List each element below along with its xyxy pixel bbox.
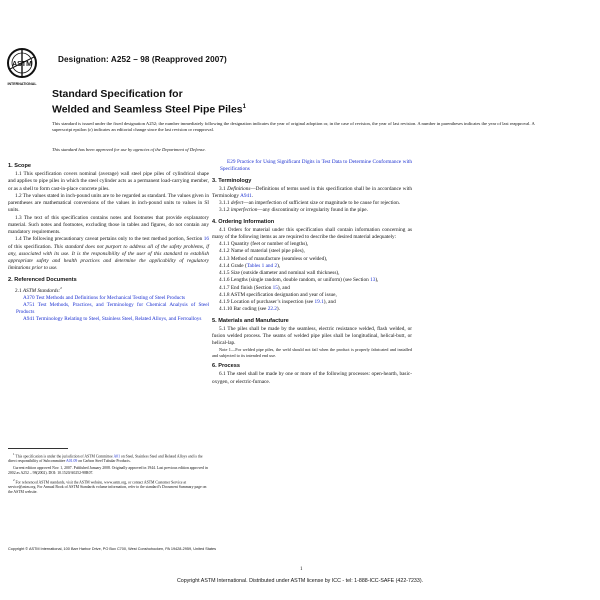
ref-code[interactable]: A370 xyxy=(23,294,35,301)
document-title xyxy=(52,88,452,116)
section-22-2-link[interactable]: 22.2 xyxy=(267,306,277,313)
ref-code[interactable]: A941 xyxy=(23,316,35,323)
footnote-2: $^2$ For referenced ASTM standards, visit the ASTM website, www.astm.org, or contact ASTM Customer Service at service@astm.org. For Annual Book of ASTM Standards volume information, refer to the standard’s Document Summary page on the ASTM website. xyxy=(8,477,207,495)
ref-title[interactable]: Practice for Using Significant Digits in Test Data to Determine Conformance with Specifications xyxy=(220,159,412,173)
process-heading: 6. Process xyxy=(212,363,240,370)
o416-text: 4.1.6 Lengths (single random, double random, or uniform) (see Section xyxy=(219,277,371,284)
ref-code[interactable]: E29 xyxy=(227,159,236,165)
left-column xyxy=(8,159,209,324)
o4110-end: ). xyxy=(276,306,280,313)
section-13-link[interactable]: 13 xyxy=(370,277,376,284)
committee-a01-link[interactable]: A01 xyxy=(113,454,120,459)
o417-text: 4.1.7 End finish (Section xyxy=(219,284,273,291)
title-footnote-mark: 1 xyxy=(242,103,246,110)
ordering-4-1-8: 4.1.8 ASTM specification designation and year of issue, xyxy=(219,291,337,298)
footnotes xyxy=(8,452,209,497)
tables-link[interactable]: Tables 1 and 2 xyxy=(246,262,278,269)
terminology-heading: 3. Terminology xyxy=(212,177,252,184)
scope-heading: 1. Scope xyxy=(8,163,32,169)
t312-term: imperfection xyxy=(230,207,258,214)
terminology-3-1-2 xyxy=(212,207,412,214)
ordering-4-1-4 xyxy=(212,263,412,270)
page-number: 1 xyxy=(300,567,303,572)
section-19-1-link[interactable]: 19.1 xyxy=(314,299,324,305)
scope-1-2: 1.2 The values stated in inch-pound units are to be regarded as standard. The values given in parentheses are mathematical conversions of the values in inch-pound units to values in SI units. xyxy=(8,192,210,214)
o419-end: ), and xyxy=(323,299,336,305)
o417-end: ), and xyxy=(277,284,290,291)
o416-end: ), xyxy=(375,277,379,284)
ref-title[interactable]: Test Methods, Practices, and Terminology for Chemical Analysis of Steel Products xyxy=(16,301,210,315)
astm-logo-icon xyxy=(6,47,38,89)
astm-logo xyxy=(6,47,38,89)
safety-caveat: This standard does not purport to address all of the safety problems, if any, associated with its use. It is the responsibility of the user of this standard to establish appropriate safety and health practices and determine the applicability of regulatory limitations prior to use. xyxy=(8,243,210,272)
t31-num: 3.1 xyxy=(219,185,228,192)
ordering-4-1-5: 4.1.5 Size (outside diameter and nominal wall thickness), xyxy=(219,270,340,276)
terminology-3-1 xyxy=(212,186,412,201)
ref-title[interactable]: Test Methods and Definitions for Mechanical Testing of Steel Products xyxy=(35,294,186,301)
o419-text: 4.1.9 Location of purchaser’s inspection (see xyxy=(219,299,315,305)
section-15-link[interactable]: 15 xyxy=(272,284,278,291)
scope-1-3: 1.3 The text of this specification contains notes and footnotes that provide explanatory material. Such notes and footnotes, excluding those in tables and figures, do not contain any mandatory requirements. xyxy=(8,214,209,235)
ordering-4-1-2: 4.1.2 Name of material (steel pipe piles), xyxy=(219,248,305,255)
ordering-4-1-6 xyxy=(212,277,412,284)
references-heading: 2. Referenced Documents xyxy=(8,276,77,283)
footnote-1-text-c: on Carbon Steel Tubular Products. xyxy=(77,459,131,464)
reference-item-a751[interactable] xyxy=(8,302,209,317)
right-column xyxy=(212,159,412,386)
designation: Designation: A252 – 98 (Reapproved 2007) xyxy=(58,55,227,64)
dod-approval-notice: This standard has been approved for use by agencies of the Department of Defense. xyxy=(52,147,206,152)
t312-text: —any discontinuity or irregularity found in the pipe. xyxy=(257,207,368,214)
note-1: Note 1—For welded pipe piles, the weld should not fail when the product is properly fabricated and installed and subjected to its intended end use. xyxy=(212,347,412,359)
footnote-1: $^1$ This specification is under the jurisdiction of ASTM Committee A01 on Steel, Stainless Steel and Related Alloys and is the direct responsibility of Subcommittee A01.09 on Carbon Steel Tubular Products. xyxy=(8,452,203,464)
materials-5-1: 5.1 The piles shall be made by the seamless, electric resistance welded, flash welded, or fusion welded process. The seams of welded pipe piles shall be longitudinal, helical-butt, or helical-lap. xyxy=(212,325,412,346)
svg-text:ASTM: ASTM xyxy=(12,61,32,68)
o414-end: ), xyxy=(277,262,281,269)
section-16-link[interactable]: 16 xyxy=(203,236,209,243)
materials-heading: 5. Materials and Manufacture xyxy=(212,317,289,324)
reference-item-a941[interactable] xyxy=(8,316,209,323)
reference-item-e29[interactable] xyxy=(212,159,412,174)
ref-code[interactable]: A751 xyxy=(23,301,35,308)
process-6-1: 6.1 The steel shall be made by one or more of the following processes: open-hearth, basic-oxygen, or electric-furnace. xyxy=(212,371,412,385)
a941-link[interactable]: A941 xyxy=(240,192,252,199)
issuance-notice: This standard is issued under the fixed designation A252; the number immediately following the designation indicates the year of original adoption or, in the case of revision, the year of last revision. A number in parentheses indicates the year of last reapproval. A superscript epsilon (ε) indicates an editorial change since the last revision or reapproval. xyxy=(52,121,535,133)
license-line: Copyright ASTM International. Distributed under ASTM license by ICC - tel: 1-888-ICC-SAFE (422-7233). xyxy=(176,578,424,584)
t31-text: —Definitions of terms used in this specification shall be in accordance with Terminology xyxy=(212,185,412,199)
title-line-2 xyxy=(52,101,452,116)
ref-title[interactable]: Terminology Relating to Steel, Stainless Steel, Related Alloys, and Ferroalloys xyxy=(35,316,202,323)
ordering-4-1-1: 4.1.1 Quantity (feet or number of lengths), xyxy=(219,241,309,247)
t312-num: 3.1.2 xyxy=(219,207,231,214)
t311-num: 3.1.1 xyxy=(219,200,231,206)
t31-end: . xyxy=(251,192,254,199)
footnote-1-edition: Current edition approved Nov. 1, 2007. Published January 2008. Originally approved in 1944. Last previous edition approved in 2002 as A252 – 98(2002). DOI: 10.1520/A0252-98R07. xyxy=(8,465,208,476)
t311-text: —an imperfection of sufficient size or magnitude to be cause for rejection. xyxy=(243,200,401,206)
t31-term: Definitions xyxy=(227,185,251,192)
svg-text:INTERNATIONAL: INTERNATIONAL xyxy=(7,82,37,86)
footnote-divider xyxy=(8,448,68,449)
ref-sub-title: ASTM Standards: xyxy=(22,287,61,294)
ordering-4-1-7 xyxy=(212,285,412,292)
ordering-heading: 4. Ordering Information xyxy=(212,218,275,225)
ordering-4-1-10 xyxy=(212,306,412,313)
o4110-text: 4.1.10 Bar coding (see xyxy=(219,306,268,313)
title-line-2-text: Welded and Seamless Steel Pipe Piles xyxy=(52,103,243,115)
scope-1-4 xyxy=(8,236,209,272)
ref-sub-number: 2.1 xyxy=(15,287,23,294)
scope-1-4-text: 1.4 The following precautionary caveat pertains only to the test method portion, Section xyxy=(15,236,204,243)
ref-footnote-mark: 2 xyxy=(60,285,62,290)
ordering-4-1: 4.1 Orders for material under this specification shall contain information concerning as many of the following items as are required to describe the desired material adequately: xyxy=(212,226,412,240)
scope-1-1: 1.1 This specification covers nominal (average) wall steel pipe piles of cylindrical shape and applies to pipe piles in which the steel cylinder acts as a permanent load-carrying member, or as a shell to form cast-in-place concrete piles. xyxy=(8,171,209,192)
astm-standards-label xyxy=(8,285,209,295)
scope-1-4-text-b: of this specification. xyxy=(8,243,54,250)
o414-text: 4.1.4 Grade ( xyxy=(219,262,247,269)
copyright-line: Copyright © ASTM International, 100 Barr Harbor Drive, PO Box C700, West Conshohocken, PA 19428-2959, United States xyxy=(8,547,217,551)
subcommittee-a01-09-link[interactable]: A01.09 xyxy=(66,459,78,464)
reference-item-a370[interactable] xyxy=(8,295,209,302)
footnote-1-text: This specification is under the jurisdiction of ASTM Committee xyxy=(15,454,114,459)
ordering-4-1-3: 4.1.3 Method of manufacture (seamless or welded), xyxy=(219,255,328,262)
t311-term: defect xyxy=(230,200,244,206)
title-line-1: Standard Specification for xyxy=(52,88,183,100)
footnote-2-text: For referenced ASTM standards, visit the ASTM website, www.astm.org, or contact ASTM Customer Service at service@astm.org. For Annual Book of ASTM Standards volume information, refer to the standard’s Document Summary page on the ASTM website. xyxy=(8,479,207,495)
footnote-1-text-b: on Steel, Stainless Steel and Related Alloys and is the direct responsibility of Subcommittee xyxy=(8,454,203,464)
